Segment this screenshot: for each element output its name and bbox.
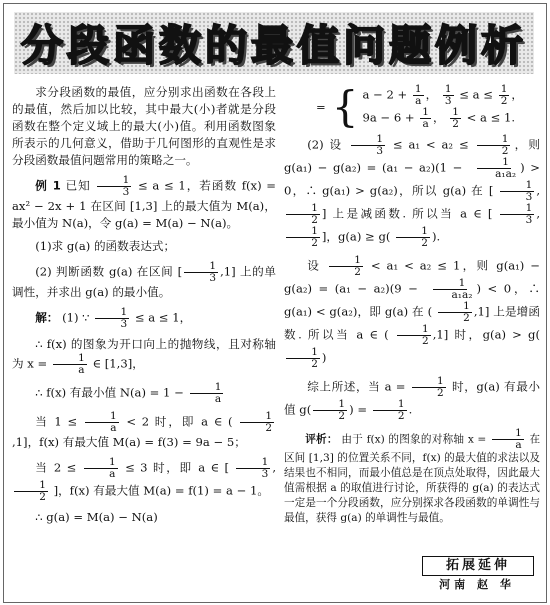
fraction-one-third: $\frac{1}{3}$ — [97, 175, 131, 198]
author-byline: 河南 赵 华 — [439, 578, 515, 591]
solution-line-2: ∴ f(x) 的图象为开口向上的抛物线，且对称轴为 x = $\frac{1}{a}$ ∈ [1,3]， — [12, 337, 276, 376]
solution-start: 解： (1) ∵ $\frac{1}{3}$ ≤ a ≤ 1， — [35, 306, 192, 330]
example-label: 例 1 — [35, 178, 61, 193]
right-column — [284, 84, 540, 532]
solution-line-5: 当 2 ≤ $\frac{1}{a}$ ≤ 3 时，即 a ∈ [ $\frac{1}{3}$ , $\frac{1}{2}$ ]，f(x) 有最大值 M(a) = f(1) = a − 1。 — [12, 457, 276, 503]
page-title: 分段函数的最值问题例析 — [20, 21, 527, 70]
extend-label-box: 拓展延伸 — [422, 556, 534, 576]
brace: { — [331, 82, 359, 131]
left-column — [12, 84, 276, 532]
solution-line-4: 当 1 ≤ $\frac{1}{a}$ < 2 时，即 a ∈ ( $\frac{1}{2}$ ,1]，f(x) 有最大值 M(a) = f(3) = 9a − 5； — [12, 410, 273, 449]
question-1: (1)求 g(a) 的函数表达式； — [35, 239, 176, 253]
case-1: a − 2 + $\frac{1}{a}$ ， $\frac{1}{3}$ ≤ a ≤ $\frac{1}{2}$ ， — [362, 83, 523, 107]
part-2-increasing: 设 $\frac{1}{2}$ < a₁ < a₂ ≤ 1，则 g(a₁) − g(a₂) = (a₁ − a₂)(9 − $\frac{1}{\text{a₁a₂}}$ ) < 0，∴ g(a₁) < g(a₂)，即 g(a) 在 ( $\frac{1}{2}$ ,1] 上是增函数. 所以当 a ∈ ( $\frac{1}{2}$ ,1] 时，g(a) > g( $\frac{1}{2}$ ) — [284, 254, 540, 370]
piecewise-cases: = { a − 2 + $\frac{1}{a}$ ， $\frac{1}{3}$ ≤ a ≤ $\frac{1}{2}$ ， 9a − 6 + $\frac{1}{a}$ ， $\frac{1}{2}$ < a ≤ 1. — [316, 82, 523, 131]
solution-line-6: ∴ g(a) = M(a) − N(a) — [35, 510, 158, 524]
case-2: 9a − 6 + $\frac{1}{a}$ ， $\frac{1}{2}$ < a ≤ 1. — [362, 106, 516, 130]
intro-paragraph: 求分段函数的最值，应分别求出函数在各段上的最值，然后加以比较，其中最大(小)者就是分段函数在整个定义域上的最大(小)值。利用函数图象所表示的几何意义，借助于几何图形的直观性是求分段函数最值问题常用的策略之一。 — [12, 85, 276, 167]
solution-line-3: ∴ f(x) 有最小值 N(a) = 1 − $\frac{1}{a}$ — [35, 381, 222, 405]
example-stem: 例 1 已知 $\frac{1}{3}$ ≤ a ≤ 1，若函数 f(x) = ax² − 2x + 1 在区间 [1,3] 上的最大值为 M(a)，最小值为 N(a)，令 g(a) = M(a) − N(a)。 — [12, 174, 277, 230]
comment-label: 评析： — [305, 433, 338, 446]
question-2: (2) 判断函数 g(a) 在区间 [ $\frac{1}{3}$ ,1] 上的单调性，并求出 g(a) 的最小值。 — [12, 260, 276, 299]
solution-label: 解： — [35, 310, 59, 325]
part-2-decreasing: (2) 设 $\frac{1}{3}$ ≤ a₁ < a₂ ≤ $\frac{1}{2}$ ，则 g(a₁) − g(a₂) = (a₁ − a₂)(1 − $\frac{1}{\text{a₁a₂}}$ ) > 0，∴ g(a₁) > g(a₂)，所以 g(a) 在 [ $\frac{1}{3}$ , $\frac{1}{2}$ ] 上是减函数. 所以当 a ∈ [ $\frac{1}{3}$ , $\frac{1}{2}$ ]，g(a) ≥ g( $\frac{1}{2}$ ). — [284, 133, 540, 249]
conclusion: 综上所述，当 a = $\frac{1}{2}$ 时，g(a) 有最小值 g( $\frac{1}{2}$ ) = $\frac{1}{2}$ . — [284, 375, 541, 422]
comment-paragraph: 评析： 由于 f(x) 的图象的对称轴 x = $\frac{1}{a}$ 在区间 [1,3] 的位置关系不同，f(x) 的最大值的求法以及结果也不相同，而最小值总是在顶点处取得，因此最大值需根据 a 的取值进行讨论，所获得的 g(a) 的表达式一定是一个分段函数，应分别探求各段函数的单调性与最值，获得 g(a) 的单调性与最值。 — [284, 427, 541, 524]
